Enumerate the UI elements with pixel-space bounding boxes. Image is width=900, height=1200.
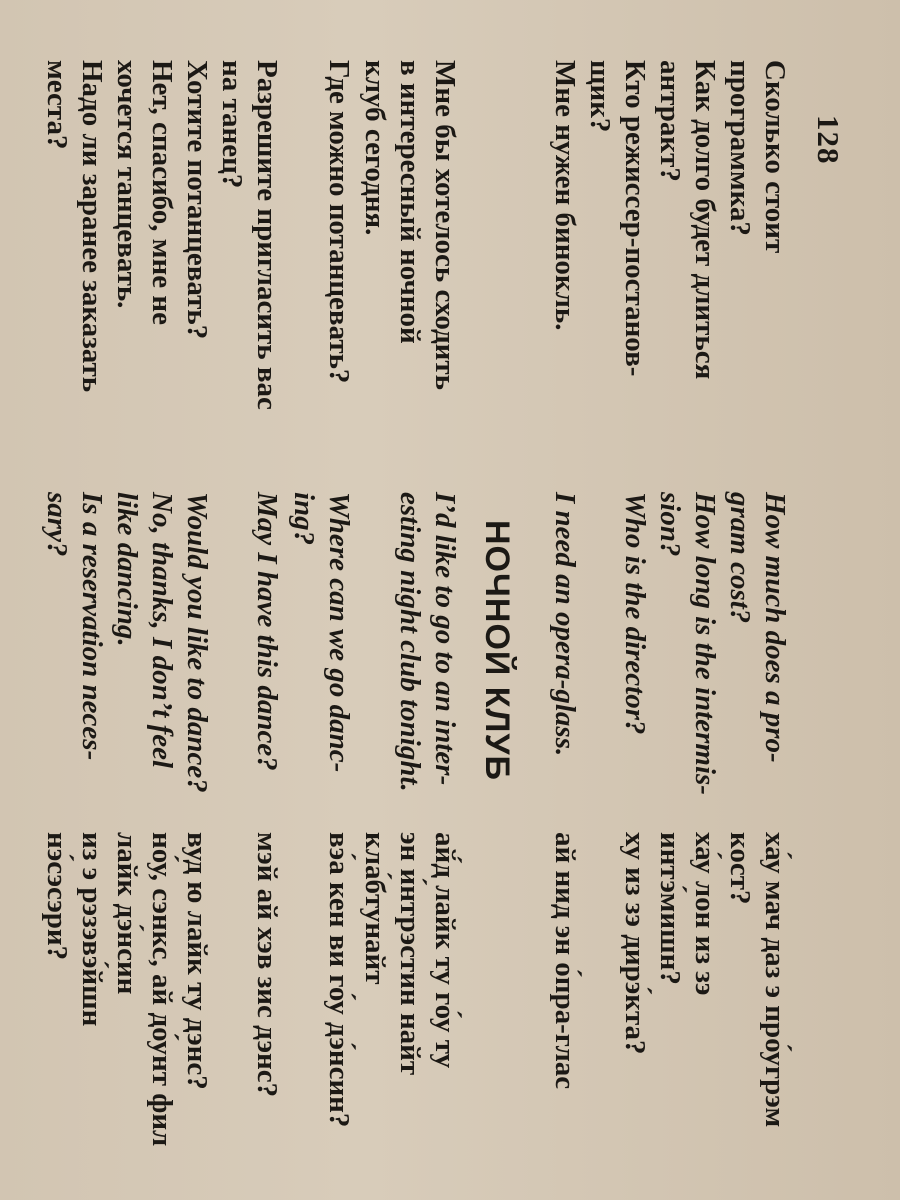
english-phrase-line: Where can we go danc-	[323, 492, 355, 773]
russian-phrase-line: Надо ли заранее заказать	[76, 60, 108, 393]
transcription-line: лайк дэ́нсин	[111, 832, 143, 995]
transcription-line: вуд ю лайк ту дэнс?	[181, 832, 213, 1090]
russian-phrase-line: Как долго будет длиться	[689, 60, 721, 380]
english-phrase-line: May I have this dance?	[251, 492, 283, 771]
transcription-line: эн и́нтрэстин найт	[394, 832, 426, 1076]
transcription-line: кла́бтунайт	[359, 832, 391, 985]
english-phrase-line: like dancing.	[111, 492, 143, 647]
russian-phrase-line: программка?	[724, 60, 756, 236]
russian-phrase-line: Где можно потанцевать?	[323, 60, 355, 384]
russian-phrase-line: места?	[41, 60, 73, 150]
english-phrase-line: sion?	[654, 492, 686, 557]
russian-phrase-line: клуб сегодня.	[359, 60, 391, 236]
english-phrase-line: ing?	[288, 492, 320, 546]
english-phrase-line: Would you like to dance?	[181, 492, 213, 793]
russian-phrase-line: Хотите потанцевать?	[181, 60, 213, 340]
english-phrase-line: No, thanks, I don’t feel	[146, 492, 178, 769]
russian-phrase-line: Разрешите пригласить вас	[251, 60, 283, 410]
transcription-line: интэ́мишн?	[654, 832, 686, 985]
transcription-line: ай нид эн о́пра-глас	[549, 832, 581, 1090]
section-title: НОЧНОЙ КЛУБ	[478, 520, 516, 781]
page-number: 128	[811, 115, 846, 165]
russian-phrase-line: антракт?	[654, 60, 686, 182]
russian-phrase-line: Нет, спасибо, мне не	[146, 60, 178, 325]
english-phrase-line: sary?	[41, 492, 73, 557]
transcription-line: нэ́сэсэри?	[41, 832, 73, 961]
transcription-line: кост?	[724, 832, 756, 905]
english-phrase-line: esting night club tonight.	[394, 492, 426, 792]
transcription-line: из э рэзэвэ́йшн	[76, 832, 108, 1027]
russian-phrase-line: на танец?	[216, 60, 248, 189]
russian-phrase-line: Мне нужен бинокль.	[549, 60, 581, 331]
transcription-line: мэй ай хэв зис дэнс?	[251, 832, 283, 1098]
russian-phrase-line: Мне бы хотелось сходить	[429, 60, 461, 390]
transcription-line: ха́у мач даз э про́угрэм	[759, 832, 791, 1128]
english-phrase-line: How long is the intermis-	[689, 492, 721, 795]
transcription-line: ай́д лайк ту го́у ту	[429, 832, 461, 1069]
russian-phrase-line: Кто режиссер-постанов-	[619, 60, 651, 377]
english-phrase-line: Is a reservation neces-	[76, 492, 108, 761]
english-phrase-line: I need an opera-glass.	[549, 492, 581, 757]
english-phrase-line: How much does a pro-	[759, 492, 791, 763]
english-phrase-line: gram cost?	[724, 492, 756, 624]
transcription-line: вэ́а кен ви го́у дэ́нсин?	[323, 832, 355, 1128]
english-phrase-line: I’d like to go to an inter-	[429, 492, 461, 786]
russian-phrase-line: Сколько стоит	[759, 60, 791, 254]
russian-phrase-line: щик?	[584, 60, 616, 133]
transcription-line: ха́у лон из зэ	[689, 832, 721, 996]
transcription-line: ху из зэ дирэ́кта?	[619, 832, 651, 1055]
transcription-line: но́у, сэнкс, ай до́унт фил	[146, 832, 178, 1147]
russian-phrase-line: в интересный ночной	[394, 60, 426, 344]
english-phrase-line: Who is the director?	[619, 492, 651, 735]
russian-phrase-line: хочется танцевать.	[111, 60, 143, 309]
